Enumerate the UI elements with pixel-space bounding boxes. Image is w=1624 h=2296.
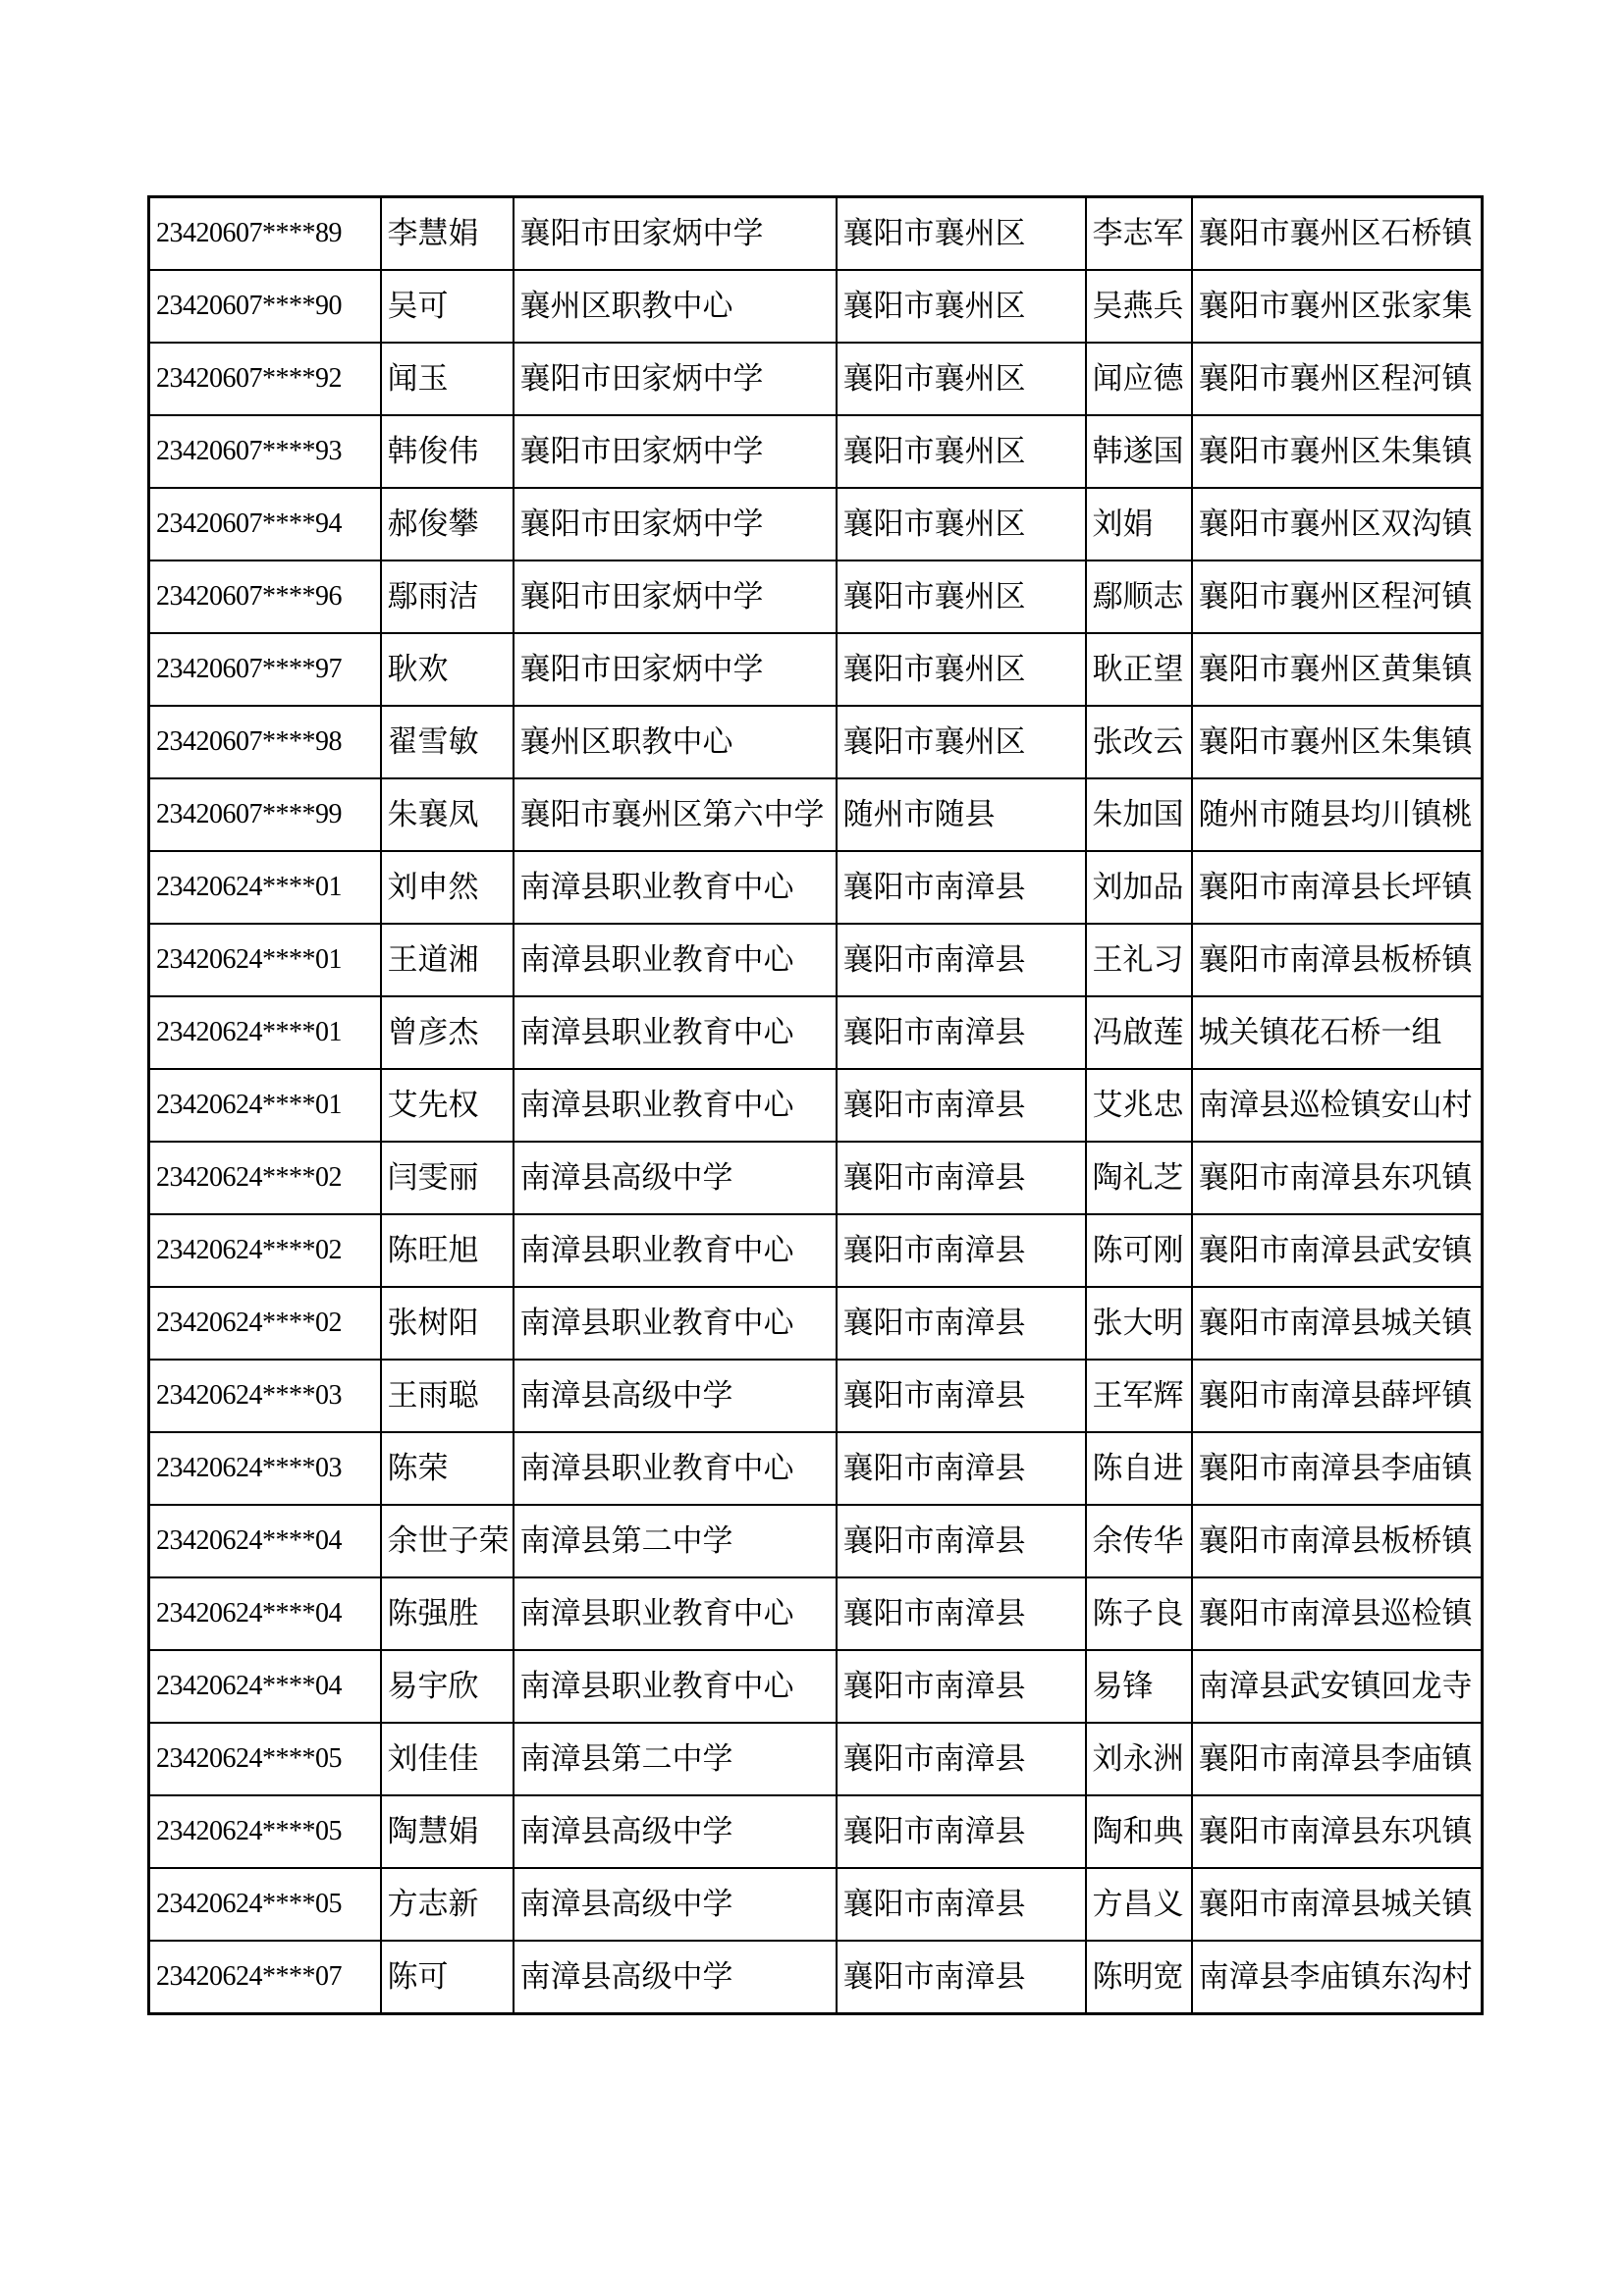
school-cell: 襄州区职教中心 — [514, 706, 837, 778]
region-cell: 襄阳市南漳县 — [837, 1941, 1086, 2014]
table-row — [149, 561, 1483, 633]
guardian-name-cell: 艾兆忠 — [1086, 1069, 1192, 1142]
student-id-cell: 23420624****01 — [149, 996, 381, 1069]
student-id-cell: 23420607****90 — [149, 270, 381, 343]
table-row — [149, 1360, 1483, 1432]
table-row — [149, 270, 1483, 343]
school-cell: 襄阳市田家炳中学 — [514, 343, 837, 415]
student-name-cell: 朱襄凤 — [381, 778, 514, 851]
guardian-name-cell: 张改云 — [1086, 706, 1192, 778]
school-cell: 南漳县第二中学 — [514, 1505, 837, 1577]
student-id-cell: 23420624****03 — [149, 1432, 381, 1505]
table-row — [149, 706, 1483, 778]
region-cell: 襄阳市南漳县 — [837, 1505, 1086, 1577]
school-cell: 南漳县职业教育中心 — [514, 924, 837, 996]
table-row — [149, 1723, 1483, 1795]
table-row — [149, 415, 1483, 488]
address-cell: 襄阳市襄州区双沟镇 — [1192, 488, 1483, 561]
student-id-cell: 23420624****02 — [149, 1214, 381, 1287]
student-id-cell: 23420607****89 — [149, 197, 381, 271]
student-name-cell: 艾先权 — [381, 1069, 514, 1142]
address-cell: 襄阳市襄州区石桥镇 — [1192, 197, 1483, 271]
school-cell: 南漳县职业教育中心 — [514, 1214, 837, 1287]
student-name-cell: 刘佳佳 — [381, 1723, 514, 1795]
student-name-cell: 翟雪敏 — [381, 706, 514, 778]
address-cell: 襄阳市襄州区朱集镇 — [1192, 415, 1483, 488]
student-name-cell: 鄢雨洁 — [381, 561, 514, 633]
region-cell: 襄阳市南漳县 — [837, 1360, 1086, 1432]
address-cell: 襄阳市襄州区黄集镇 — [1192, 633, 1483, 706]
table-row — [149, 996, 1483, 1069]
address-cell: 南漳县武安镇回龙寺 — [1192, 1650, 1483, 1723]
address-cell: 襄阳市南漳县薛坪镇 — [1192, 1360, 1483, 1432]
school-cell: 南漳县高级中学 — [514, 1360, 837, 1432]
student-name-cell: 方志新 — [381, 1868, 514, 1941]
guardian-name-cell: 方昌义 — [1086, 1868, 1192, 1941]
guardian-name-cell: 余传华 — [1086, 1505, 1192, 1577]
region-cell: 襄阳市襄州区 — [837, 343, 1086, 415]
region-cell: 襄阳市南漳县 — [837, 1142, 1086, 1214]
student-id-cell: 23420624****04 — [149, 1650, 381, 1723]
student-name-cell: 余世子荣 — [381, 1505, 514, 1577]
region-cell: 襄阳市襄州区 — [837, 633, 1086, 706]
address-cell: 襄阳市南漳县城关镇 — [1192, 1868, 1483, 1941]
table-row — [149, 1432, 1483, 1505]
table-row — [149, 1941, 1483, 2014]
student-id-cell: 23420607****98 — [149, 706, 381, 778]
roster-table — [147, 195, 1484, 2015]
student-id-cell: 23420624****02 — [149, 1142, 381, 1214]
guardian-name-cell: 陈明宽 — [1086, 1941, 1192, 2014]
table-row — [149, 1214, 1483, 1287]
address-cell: 襄阳市南漳县巡检镇 — [1192, 1577, 1483, 1650]
student-id-cell: 23420624****07 — [149, 1941, 381, 2014]
address-cell: 襄阳市南漳县城关镇 — [1192, 1287, 1483, 1360]
student-id-cell: 23420624****01 — [149, 1069, 381, 1142]
school-cell: 南漳县职业教育中心 — [514, 1069, 837, 1142]
table-row — [149, 1650, 1483, 1723]
address-cell: 襄阳市南漳县板桥镇 — [1192, 924, 1483, 996]
table-row — [149, 1868, 1483, 1941]
region-cell: 襄阳市襄州区 — [837, 270, 1086, 343]
address-cell: 襄阳市襄州区张家集 — [1192, 270, 1483, 343]
student-name-cell: 陈可 — [381, 1941, 514, 2014]
student-name-cell: 闻玉 — [381, 343, 514, 415]
student-name-cell: 耿欢 — [381, 633, 514, 706]
student-id-cell: 23420624****01 — [149, 851, 381, 924]
guardian-name-cell: 陈自进 — [1086, 1432, 1192, 1505]
region-cell: 襄阳市襄州区 — [837, 561, 1086, 633]
table-row — [149, 197, 1483, 271]
school-cell: 襄阳市田家炳中学 — [514, 633, 837, 706]
table-row — [149, 1505, 1483, 1577]
address-cell: 襄阳市襄州区程河镇 — [1192, 561, 1483, 633]
table-row — [149, 343, 1483, 415]
school-cell: 南漳县职业教育中心 — [514, 1287, 837, 1360]
address-cell: 襄阳市南漳县东巩镇 — [1192, 1795, 1483, 1868]
region-cell: 随州市随县 — [837, 778, 1086, 851]
student-id-cell: 23420607****97 — [149, 633, 381, 706]
school-cell: 南漳县职业教育中心 — [514, 1432, 837, 1505]
guardian-name-cell: 陈可刚 — [1086, 1214, 1192, 1287]
guardian-name-cell: 鄢顺志 — [1086, 561, 1192, 633]
guardian-name-cell: 朱加国 — [1086, 778, 1192, 851]
school-cell: 襄阳市田家炳中学 — [514, 561, 837, 633]
address-cell: 襄阳市南漳县李庙镇 — [1192, 1432, 1483, 1505]
region-cell: 襄阳市南漳县 — [837, 851, 1086, 924]
school-cell: 南漳县高级中学 — [514, 1142, 837, 1214]
address-cell: 襄阳市南漳县东巩镇 — [1192, 1142, 1483, 1214]
school-cell: 襄阳市田家炳中学 — [514, 488, 837, 561]
roster-table-body — [149, 197, 1483, 2014]
region-cell: 襄阳市襄州区 — [837, 197, 1086, 271]
region-cell: 襄阳市南漳县 — [837, 1432, 1086, 1505]
student-name-cell: 王道湘 — [381, 924, 514, 996]
school-cell: 南漳县职业教育中心 — [514, 1650, 837, 1723]
school-cell: 南漳县职业教育中心 — [514, 1577, 837, 1650]
school-cell: 襄阳市田家炳中学 — [514, 415, 837, 488]
student-id-cell: 23420624****01 — [149, 924, 381, 996]
student-id-cell: 23420624****04 — [149, 1577, 381, 1650]
table-row — [149, 1069, 1483, 1142]
table-row — [149, 1142, 1483, 1214]
guardian-name-cell: 陶和典 — [1086, 1795, 1192, 1868]
student-id-cell: 23420607****93 — [149, 415, 381, 488]
guardian-name-cell: 耿正望 — [1086, 633, 1192, 706]
address-cell: 南漳县李庙镇东沟村 — [1192, 1941, 1483, 2014]
school-cell: 南漳县高级中学 — [514, 1795, 837, 1868]
guardian-name-cell: 韩遂国 — [1086, 415, 1192, 488]
student-name-cell: 陈旺旭 — [381, 1214, 514, 1287]
school-cell: 襄阳市襄州区第六中学 — [514, 778, 837, 851]
guardian-name-cell: 易锋 — [1086, 1650, 1192, 1723]
school-cell: 南漳县高级中学 — [514, 1941, 837, 2014]
student-id-cell: 23420624****03 — [149, 1360, 381, 1432]
region-cell: 襄阳市南漳县 — [837, 924, 1086, 996]
school-cell: 南漳县高级中学 — [514, 1868, 837, 1941]
address-cell: 襄阳市南漳县李庙镇 — [1192, 1723, 1483, 1795]
address-cell: 襄阳市南漳县武安镇 — [1192, 1214, 1483, 1287]
address-cell: 襄阳市襄州区程河镇 — [1192, 343, 1483, 415]
student-id-cell: 23420624****05 — [149, 1868, 381, 1941]
student-name-cell: 曾彦杰 — [381, 996, 514, 1069]
address-cell: 城关镇花石桥一组 — [1192, 996, 1483, 1069]
guardian-name-cell: 陶礼芝 — [1086, 1142, 1192, 1214]
address-cell: 随州市随县均川镇桃 — [1192, 778, 1483, 851]
table-row — [149, 924, 1483, 996]
table-row — [149, 488, 1483, 561]
table-row — [149, 778, 1483, 851]
student-id-cell: 23420607****92 — [149, 343, 381, 415]
student-name-cell: 张树阳 — [381, 1287, 514, 1360]
student-id-cell: 23420624****05 — [149, 1723, 381, 1795]
table-row — [149, 851, 1483, 924]
student-name-cell: 陈强胜 — [381, 1577, 514, 1650]
student-name-cell: 吴可 — [381, 270, 514, 343]
student-name-cell: 王雨聪 — [381, 1360, 514, 1432]
guardian-name-cell: 陈子良 — [1086, 1577, 1192, 1650]
address-cell: 襄阳市南漳县板桥镇 — [1192, 1505, 1483, 1577]
address-cell: 南漳县巡检镇安山村 — [1192, 1069, 1483, 1142]
guardian-name-cell: 闻应德 — [1086, 343, 1192, 415]
student-name-cell: 郝俊攀 — [381, 488, 514, 561]
region-cell: 襄阳市襄州区 — [837, 706, 1086, 778]
guardian-name-cell: 王礼习 — [1086, 924, 1192, 996]
student-name-cell: 李慧娟 — [381, 197, 514, 271]
region-cell: 襄阳市南漳县 — [837, 1795, 1086, 1868]
student-name-cell: 陶慧娟 — [381, 1795, 514, 1868]
student-name-cell: 陈荣 — [381, 1432, 514, 1505]
student-id-cell: 23420607****94 — [149, 488, 381, 561]
table-row — [149, 1287, 1483, 1360]
guardian-name-cell: 刘加品 — [1086, 851, 1192, 924]
school-cell: 南漳县职业教育中心 — [514, 996, 837, 1069]
table-row — [149, 1577, 1483, 1650]
region-cell: 襄阳市南漳县 — [837, 1650, 1086, 1723]
region-cell: 襄阳市南漳县 — [837, 1577, 1086, 1650]
guardian-name-cell: 王军辉 — [1086, 1360, 1192, 1432]
guardian-name-cell: 李志军 — [1086, 197, 1192, 271]
region-cell: 襄阳市南漳县 — [837, 1214, 1086, 1287]
region-cell: 襄阳市南漳县 — [837, 1069, 1086, 1142]
student-id-cell: 23420624****05 — [149, 1795, 381, 1868]
address-cell: 襄阳市襄州区朱集镇 — [1192, 706, 1483, 778]
student-id-cell: 23420624****04 — [149, 1505, 381, 1577]
student-id-cell: 23420607****96 — [149, 561, 381, 633]
region-cell: 襄阳市南漳县 — [837, 1723, 1086, 1795]
school-cell: 襄州区职教中心 — [514, 270, 837, 343]
guardian-name-cell: 冯啟莲 — [1086, 996, 1192, 1069]
region-cell: 襄阳市襄州区 — [837, 488, 1086, 561]
region-cell: 襄阳市南漳县 — [837, 996, 1086, 1069]
school-cell: 南漳县第二中学 — [514, 1723, 837, 1795]
region-cell: 襄阳市襄州区 — [837, 415, 1086, 488]
school-cell: 襄阳市田家炳中学 — [514, 197, 837, 271]
table-row — [149, 1795, 1483, 1868]
student-name-cell: 易宇欣 — [381, 1650, 514, 1723]
address-cell: 襄阳市南漳县长坪镇 — [1192, 851, 1483, 924]
guardian-name-cell: 刘娟 — [1086, 488, 1192, 561]
guardian-name-cell: 张大明 — [1086, 1287, 1192, 1360]
student-id-cell: 23420624****02 — [149, 1287, 381, 1360]
guardian-name-cell: 刘永洲 — [1086, 1723, 1192, 1795]
region-cell: 襄阳市南漳县 — [837, 1868, 1086, 1941]
student-name-cell: 韩俊伟 — [381, 415, 514, 488]
student-name-cell: 闫雯丽 — [381, 1142, 514, 1214]
table-row — [149, 633, 1483, 706]
student-name-cell: 刘申然 — [381, 851, 514, 924]
student-id-cell: 23420607****99 — [149, 778, 381, 851]
region-cell: 襄阳市南漳县 — [837, 1287, 1086, 1360]
school-cell: 南漳县职业教育中心 — [514, 851, 837, 924]
guardian-name-cell: 吴燕兵 — [1086, 270, 1192, 343]
